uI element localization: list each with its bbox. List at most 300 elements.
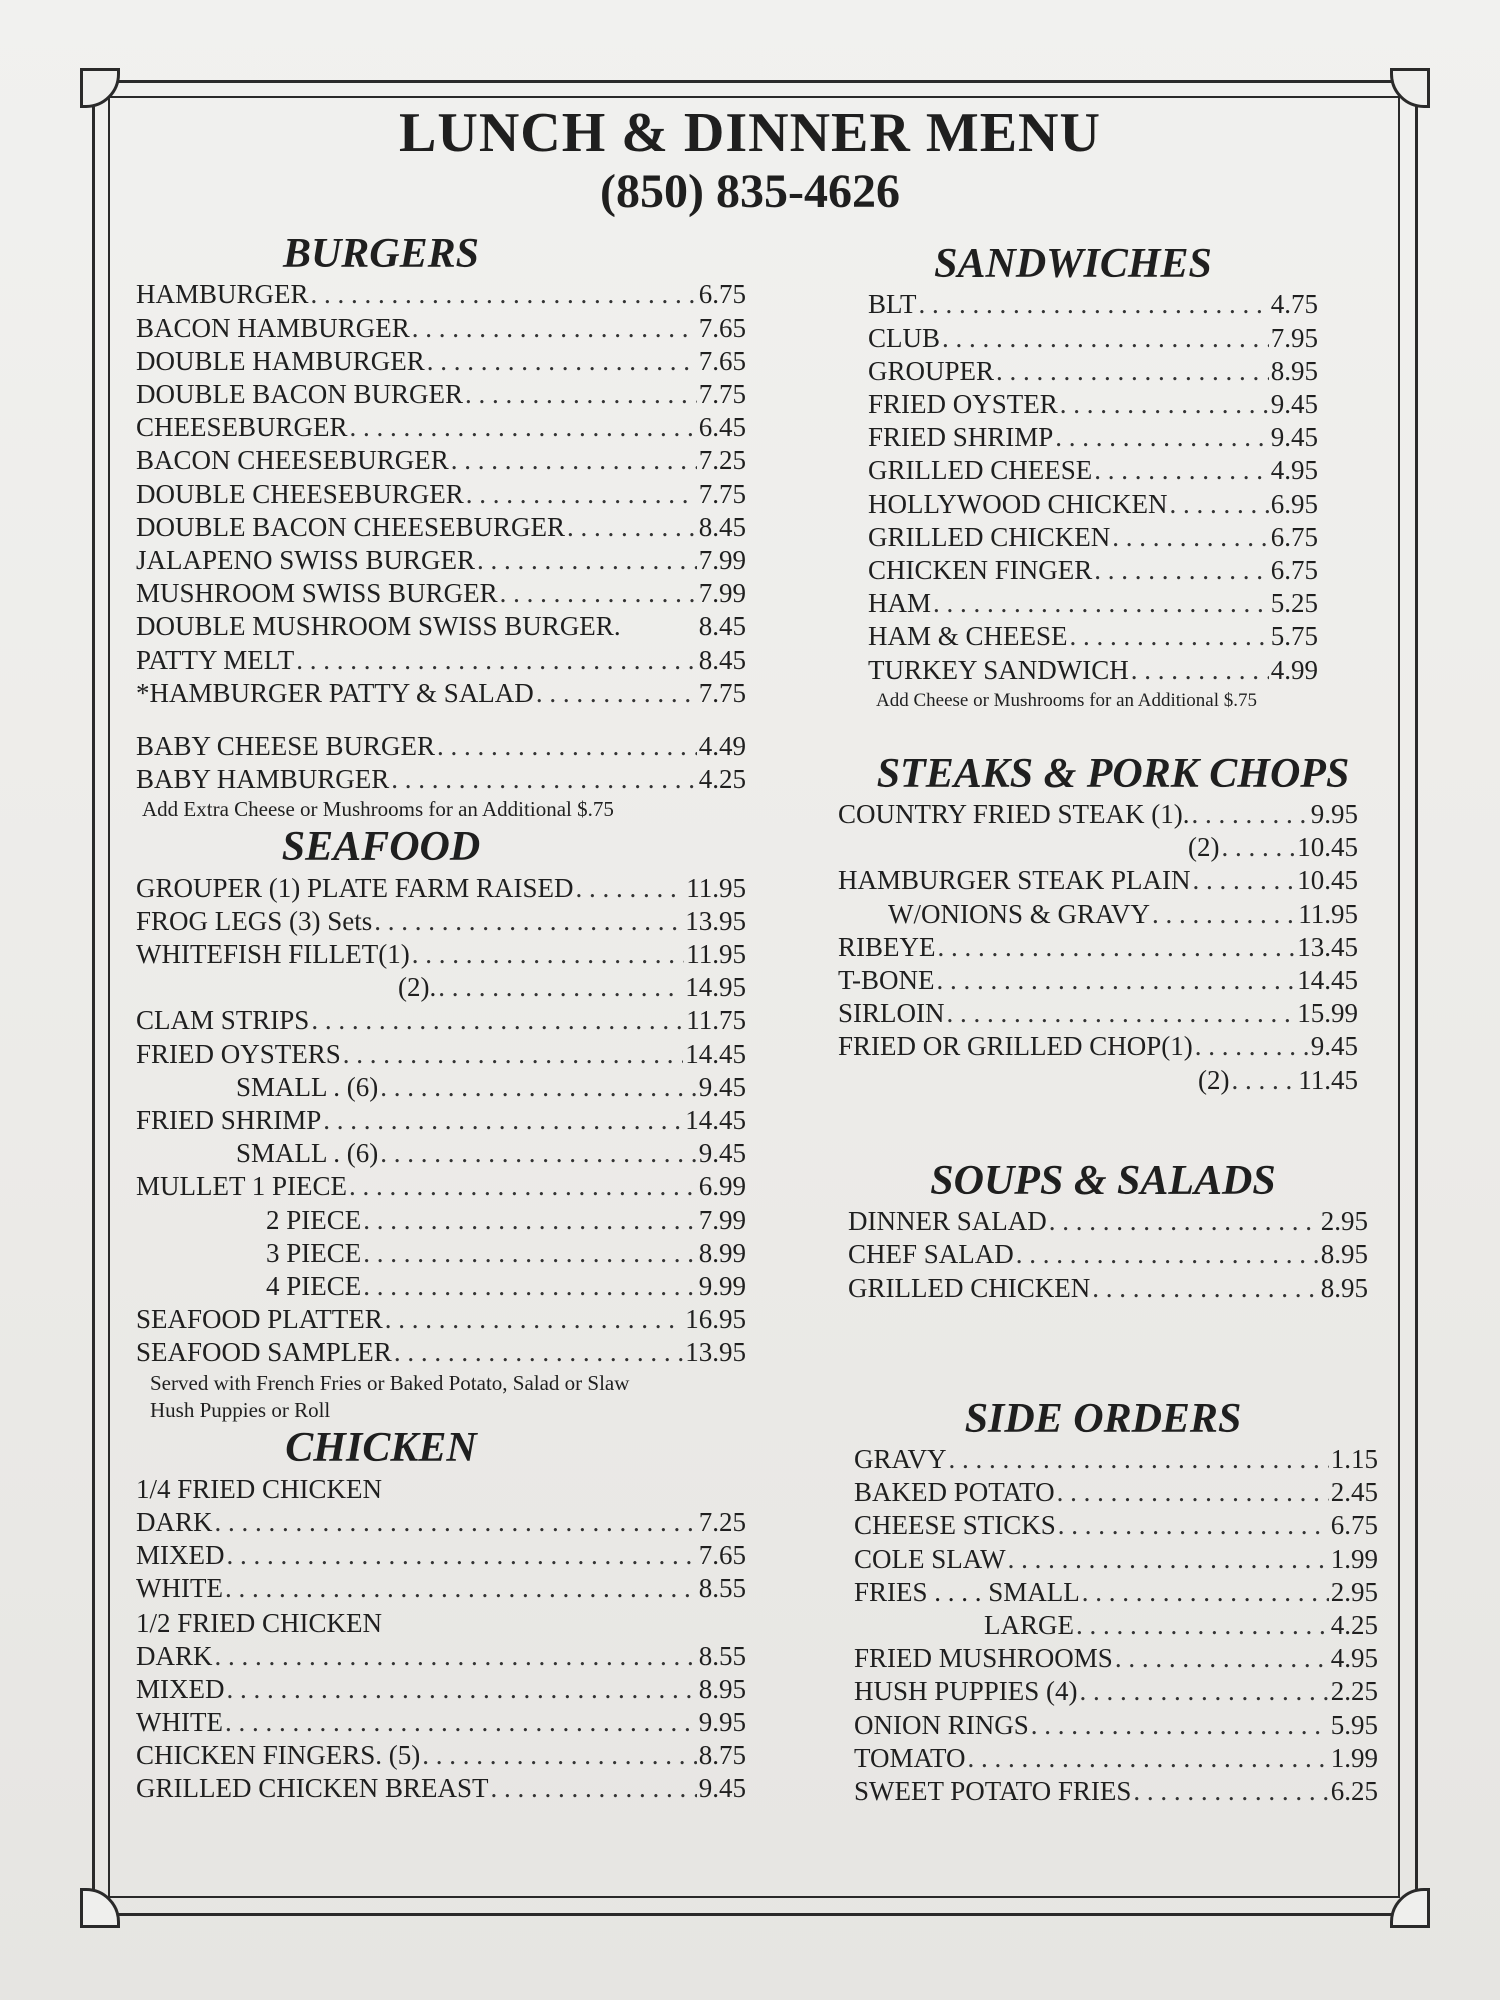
item-name: WHITE	[136, 1707, 223, 1737]
burgers-note: Add Extra Cheese or Mushrooms for an Additional $.75	[142, 797, 614, 822]
steaks-section	[838, 750, 1368, 1097]
half-chicken-list	[136, 1640, 746, 1806]
item-name: DINNER SALAD	[848, 1206, 1047, 1237]
item-price: 4.99	[1270, 654, 1318, 685]
spacer	[838, 1097, 1368, 1157]
section-title-seafood: SEAFOOD	[281, 824, 481, 871]
dot-leader	[343, 1038, 683, 1071]
dot-leader	[919, 288, 1269, 321]
menu-item	[136, 345, 746, 378]
item-name: DOUBLE CHEESEBURGER	[136, 478, 464, 509]
menu-item	[868, 521, 1318, 554]
menu-item	[136, 644, 746, 677]
item-name: FRIED SHRIMP	[868, 422, 1054, 453]
item-name: BACON HAMBURGER	[136, 312, 410, 343]
dot-leader	[1057, 1476, 1329, 1509]
item-name: WHITEFISH FILLET(1)	[136, 939, 410, 970]
menu-item	[136, 378, 746, 411]
item-price: 6.45	[698, 412, 746, 443]
dot-leader	[311, 278, 697, 311]
menu-item	[136, 610, 746, 643]
dot-leader	[937, 964, 1296, 997]
menu-item	[136, 278, 746, 311]
item-price: 7.99	[698, 578, 746, 609]
item-name: DOUBLE BACON BURGER	[136, 378, 464, 409]
item-price: 6.75	[1270, 554, 1318, 585]
item-price: 10.45	[1297, 832, 1358, 863]
item-price: 8.95	[1270, 355, 1318, 386]
item-name: RIBEYE	[838, 931, 936, 962]
item-name: GRILLED CHICKEN	[868, 521, 1111, 552]
item-name: FRIED MUSHROOMS	[854, 1643, 1113, 1674]
item-name: PATTY MELT	[136, 644, 295, 675]
item-price: 8.95	[1320, 1239, 1368, 1270]
item-price: 7.65	[698, 312, 746, 343]
menu-item	[136, 1506, 746, 1539]
item-price: 8.99	[698, 1237, 746, 1268]
item-price: 2.95	[1330, 1576, 1378, 1607]
item-name: SEAFOOD PLATTER	[136, 1304, 383, 1335]
item-name: GRAVY	[854, 1444, 947, 1475]
item-name: GRILLED CHICKEN BREAST	[136, 1773, 489, 1804]
dot-leader	[349, 1170, 697, 1203]
item-price: 5.95	[1330, 1709, 1378, 1740]
item-name: DARK	[136, 1640, 213, 1671]
dot-leader	[215, 1506, 697, 1539]
menu-item	[136, 511, 746, 544]
item-price: 8.45	[698, 644, 746, 675]
item-price: 5.25	[1270, 588, 1318, 619]
menu-item	[838, 997, 1358, 1030]
menu-item	[868, 322, 1318, 355]
left-column	[136, 230, 746, 1806]
menu-item	[136, 1640, 746, 1673]
item-price: 13.95	[685, 905, 746, 936]
item-name: MULLET 1 PIECE	[136, 1171, 347, 1202]
sandwiches-list	[868, 288, 1318, 686]
item-price: 9.95	[1310, 799, 1358, 830]
dot-leader	[385, 1303, 683, 1336]
item-name: GROUPER	[868, 355, 995, 386]
dot-leader	[323, 1104, 683, 1137]
section-title-steaks: STEAKS & PORK CHOPS	[876, 750, 1350, 797]
menu-item	[868, 488, 1318, 521]
item-price: 7.99	[698, 1204, 746, 1235]
menu-item	[854, 1509, 1378, 1542]
menu-item	[854, 1576, 1378, 1609]
menu-item	[838, 864, 1358, 897]
dot-leader	[1231, 1064, 1296, 1097]
dot-leader	[380, 1137, 697, 1170]
item-price: 13.45	[1297, 931, 1358, 962]
dot-leader	[427, 345, 697, 378]
dot-leader	[466, 478, 697, 511]
menu-header	[0, 104, 1500, 220]
item-name: CHEESE STICKS	[854, 1510, 1056, 1541]
dot-leader	[500, 577, 697, 610]
item-name: ONION RINGS	[854, 1709, 1029, 1740]
menu-item	[854, 1642, 1378, 1675]
item-name: DOUBLE BACON CHEESEBURGER	[136, 511, 566, 542]
right-column	[838, 240, 1378, 1808]
menu-item	[854, 1775, 1378, 1808]
item-name: HUSH PUPPIES (4)	[854, 1676, 1078, 1707]
item-price: 8.75	[698, 1740, 746, 1771]
section-title-sandwiches: SANDWICHES	[934, 241, 1212, 287]
menu-item	[868, 421, 1318, 454]
menu-item	[136, 730, 746, 763]
seafood-section	[136, 823, 746, 1423]
burgers-section	[136, 230, 746, 823]
dot-leader	[1112, 521, 1269, 554]
item-name: MUSHROOM SWISS BURGER	[136, 578, 498, 609]
quarter-chicken-label: 1/4 FRIED CHICKEN	[136, 1473, 383, 1504]
item-price: 8.45	[698, 611, 746, 642]
soups-section	[838, 1157, 1368, 1305]
item-price: 1.15	[1330, 1444, 1378, 1475]
menu-item	[136, 544, 746, 577]
item-price: 4.25	[1330, 1610, 1378, 1641]
dot-leader	[225, 1706, 697, 1739]
menu-item	[838, 931, 1358, 964]
phone-number: (850) 835-4626	[600, 164, 900, 218]
dot-leader	[1076, 1609, 1329, 1642]
menu-item	[136, 677, 746, 710]
item-price: 5.75	[1270, 621, 1318, 652]
dot-leader	[374, 905, 683, 938]
item-name: CHICKEN FINGER	[868, 554, 1093, 585]
item-price: 9.45	[698, 1773, 746, 1804]
dot-leader	[1094, 554, 1268, 587]
dot-leader	[1031, 1709, 1329, 1742]
item-name: CHEESEBURGER	[136, 412, 348, 443]
dot-leader	[227, 1673, 697, 1706]
item-name: FROG LEGS (3) Sets	[136, 905, 373, 936]
dot-leader	[1082, 1576, 1329, 1609]
dot-leader	[996, 355, 1269, 388]
dot-leader	[437, 730, 697, 763]
item-price: 2.95	[1320, 1206, 1368, 1237]
menu-item	[136, 1004, 746, 1037]
dot-leader	[311, 1004, 684, 1037]
dot-leader	[227, 1539, 697, 1572]
item-name: COLE SLAW	[854, 1543, 1006, 1574]
menu-item	[136, 1270, 746, 1303]
item-name: WHITE	[136, 1573, 223, 1604]
dot-leader	[363, 1270, 696, 1303]
menu-item	[868, 388, 1318, 421]
dot-leader	[363, 1237, 696, 1270]
quarter-chicken-list	[136, 1506, 746, 1606]
dot-leader	[1115, 1642, 1329, 1675]
item-name: TOMATO	[854, 1742, 966, 1773]
menu-item	[854, 1443, 1378, 1476]
item-price: 14.45	[1297, 965, 1358, 996]
soups-list	[848, 1205, 1368, 1305]
menu-item	[136, 1038, 746, 1071]
baby-burgers-list	[136, 730, 746, 796]
menu-item	[838, 798, 1358, 831]
item-price: 7.75	[698, 378, 746, 409]
item-price: 11.45	[1298, 1064, 1358, 1095]
menu-item	[136, 312, 746, 345]
menu-item	[136, 763, 746, 796]
dot-leader	[1060, 388, 1269, 421]
dot-leader	[391, 763, 696, 796]
dot-leader	[296, 644, 696, 677]
dot-leader	[477, 544, 697, 577]
item-price: 10.45	[1297, 865, 1358, 896]
item-price: 9.45	[1270, 422, 1318, 453]
item-name: FRIED OYSTERS	[136, 1038, 341, 1069]
menu-item	[838, 898, 1358, 931]
item-price: 9.99	[698, 1271, 746, 1302]
menu-item	[854, 1609, 1378, 1642]
item-name: DARK	[136, 1506, 213, 1537]
menu-item	[838, 964, 1358, 997]
menu-item	[854, 1742, 1378, 1775]
half-chicken-label: 1/2 FRIED CHICKEN	[136, 1607, 383, 1638]
menu-item	[854, 1476, 1378, 1509]
item-name: (2).	[398, 972, 437, 1003]
menu-item	[136, 1673, 746, 1706]
item-price: 4.25	[698, 764, 746, 795]
menu-item	[136, 1071, 746, 1104]
menu-item	[838, 1030, 1358, 1063]
sandwiches-section	[838, 240, 1368, 714]
dot-leader	[942, 322, 1269, 355]
menu-item	[868, 355, 1318, 388]
dot-leader	[1094, 454, 1269, 487]
dot-leader	[1221, 831, 1295, 864]
menu-item	[136, 1706, 746, 1739]
dot-leader	[380, 1071, 697, 1104]
item-name: FRIED OYSTER	[868, 388, 1058, 419]
item-price: 2.25	[1330, 1676, 1378, 1707]
item-name: BABY HAMBURGER	[136, 764, 390, 795]
dot-leader	[363, 1204, 696, 1237]
burgers-list	[136, 278, 746, 710]
dot-leader	[1195, 1030, 1309, 1063]
item-price: 16.95	[685, 1304, 746, 1335]
item-name: T-BONE	[838, 965, 935, 996]
item-price: 13.95	[685, 1337, 746, 1368]
menu-item	[848, 1205, 1368, 1238]
menu-item	[136, 1170, 746, 1203]
item-name: CLAM STRIPS	[136, 1005, 310, 1036]
item-price: 11.95	[1298, 898, 1358, 929]
dot-leader	[1133, 1775, 1328, 1808]
menu-item	[868, 654, 1318, 687]
seafood-note: Hush Puppies or Roll	[150, 1397, 331, 1422]
dot-leader	[933, 587, 1269, 620]
dot-leader	[394, 1336, 683, 1369]
dot-leader	[1131, 654, 1269, 687]
section-title-sides: SIDE ORDERS	[964, 1395, 1242, 1442]
item-price: 7.95	[1270, 322, 1318, 353]
chicken-section	[136, 1424, 746, 1806]
menu-item	[854, 1709, 1378, 1742]
dot-leader	[350, 411, 697, 444]
item-name: BACON CHEESEBURGER	[136, 445, 449, 476]
menu-item	[868, 454, 1318, 487]
spacer	[136, 710, 746, 730]
item-name: CHEF SALAD	[848, 1239, 1014, 1270]
menu-item	[136, 478, 746, 511]
item-price: 7.65	[698, 345, 746, 376]
item-price: 6.99	[698, 1171, 746, 1202]
item-name: HAMBURGER	[136, 279, 309, 310]
item-price: 7.25	[698, 1506, 746, 1537]
menu-item	[136, 1237, 746, 1270]
item-price: 6.75	[1330, 1510, 1378, 1541]
item-price: 1.99	[1330, 1543, 1378, 1574]
dot-leader	[451, 444, 697, 477]
item-name: HAM & CHEESE	[868, 621, 1068, 652]
item-price: 8.95	[698, 1673, 746, 1704]
dot-leader	[1170, 488, 1269, 521]
dot-leader	[1049, 1205, 1319, 1238]
item-price: 14.45	[685, 1105, 746, 1136]
menu-item	[136, 1739, 746, 1772]
item-name: MIXED	[136, 1540, 225, 1571]
item-name: SMALL . (6)	[236, 1071, 379, 1102]
item-price: 15.99	[1297, 998, 1358, 1029]
item-price: 8.55	[698, 1640, 746, 1671]
dot-leader	[1193, 864, 1296, 897]
dot-leader	[567, 511, 697, 544]
item-price: 8.45	[698, 511, 746, 542]
item-name: SMALL . (6)	[236, 1138, 379, 1169]
spacer	[838, 1305, 1368, 1395]
item-name: COUNTRY FRIED STEAK (1).	[838, 799, 1190, 830]
item-price: 4.49	[698, 730, 746, 761]
item-name: (2)	[1198, 1064, 1230, 1095]
item-price: 6.75	[1270, 521, 1318, 552]
dot-leader	[422, 1739, 696, 1772]
dot-leader	[947, 997, 1296, 1030]
item-name: FRIED OR GRILLED CHOP(1)	[838, 1031, 1193, 1062]
item-price: 7.99	[698, 544, 746, 575]
dot-leader	[1016, 1238, 1319, 1271]
dot-leader	[412, 312, 697, 345]
item-name: *HAMBURGER PATTY & SALAD	[136, 677, 534, 708]
item-name: W/ONIONS & GRAVY	[888, 898, 1151, 929]
item-name: SIRLOIN	[838, 998, 945, 1029]
seafood-note: Served with French Fries or Baked Potato, Salad or Slaw	[150, 1370, 630, 1395]
dot-leader	[215, 1640, 697, 1673]
item-name: HOLLYWOOD CHICKEN	[868, 488, 1168, 519]
dot-leader	[1008, 1543, 1329, 1576]
item-name: MIXED	[136, 1673, 225, 1704]
dot-leader	[1070, 620, 1269, 653]
item-name: GRILLED CHEESE	[868, 455, 1093, 486]
item-price: 4.95	[1330, 1643, 1378, 1674]
item-name: CLUB	[868, 322, 941, 353]
section-title-burgers: BURGERS	[282, 231, 480, 277]
dot-leader	[1080, 1675, 1329, 1708]
menu-item	[136, 1137, 746, 1170]
item-name: SWEET POTATO FRIES	[854, 1776, 1132, 1807]
item-price: 11.75	[686, 1005, 746, 1036]
menu-item	[136, 1772, 746, 1805]
item-price: 14.95	[685, 972, 746, 1003]
item-name: JALAPENO SWISS BURGER	[136, 544, 476, 575]
menu-item	[868, 620, 1318, 653]
item-name: BABY CHEESE BURGER	[136, 730, 436, 761]
menu-item	[136, 905, 746, 938]
dot-leader	[438, 971, 683, 1004]
menu-item	[854, 1543, 1378, 1576]
item-name: CHICKEN FINGERS. (5)	[136, 1740, 421, 1771]
dot-leader	[536, 677, 697, 710]
item-price: 6.25	[1330, 1776, 1378, 1807]
item-price: 9.45	[1270, 388, 1318, 419]
item-name: TURKEY SANDWICH	[868, 654, 1129, 685]
dot-leader	[949, 1443, 1329, 1476]
item-price: 4.75	[1270, 289, 1318, 320]
menu-item	[136, 1204, 746, 1237]
menu-item	[136, 872, 746, 905]
item-price: 9.45	[698, 1138, 746, 1169]
section-title-soups: SOUPS & SALADS	[930, 1157, 1276, 1204]
item-price: 6.95	[1270, 488, 1318, 519]
item-name: BLT	[868, 289, 917, 320]
menu-item	[136, 1104, 746, 1137]
item-name: FRIED SHRIMP	[136, 1105, 322, 1136]
dot-leader	[491, 1772, 697, 1805]
item-price: 11.95	[686, 939, 746, 970]
item-name: DOUBLE HAMBURGER	[136, 345, 425, 376]
item-price: 9.45	[698, 1071, 746, 1102]
item-price: 7.75	[698, 677, 746, 708]
sides-list	[854, 1443, 1378, 1808]
menu-item	[136, 1336, 746, 1369]
menu-item	[136, 1572, 746, 1605]
menu-item	[838, 1064, 1358, 1097]
dot-leader	[968, 1742, 1329, 1775]
item-name: DOUBLE MUSHROOM SWISS BURGER.	[136, 611, 621, 642]
item-price: 7.25	[698, 445, 746, 476]
item-name: HAMBURGER STEAK PLAIN	[838, 865, 1191, 896]
menu-item	[848, 1238, 1368, 1271]
dot-leader	[938, 931, 1296, 964]
item-price: 11.95	[686, 872, 746, 903]
item-price: 8.55	[698, 1573, 746, 1604]
menu-item	[848, 1272, 1368, 1305]
item-price: 7.75	[698, 478, 746, 509]
item-name: LARGE	[984, 1610, 1074, 1641]
menu-item	[136, 971, 746, 1004]
menu-item	[868, 587, 1318, 620]
item-price: 4.95	[1270, 455, 1318, 486]
sides-section	[838, 1395, 1378, 1809]
sandwiches-note: Add Cheese or Mushrooms for an Additional $.75	[876, 689, 1258, 711]
spacer	[838, 714, 1368, 750]
menu-item	[868, 288, 1318, 321]
item-name: 2 PIECE	[266, 1204, 362, 1235]
item-name: 4 PIECE	[266, 1271, 362, 1302]
menu-item	[136, 444, 746, 477]
dot-leader	[1092, 1272, 1319, 1305]
item-price: 1.99	[1330, 1742, 1378, 1773]
menu-title: LUNCH & DINNER MENU	[399, 102, 1101, 164]
item-price: 9.95	[698, 1707, 746, 1737]
menu-item	[136, 577, 746, 610]
item-name: HAM	[868, 588, 932, 619]
menu-item	[136, 1303, 746, 1336]
dot-leader	[412, 938, 685, 971]
